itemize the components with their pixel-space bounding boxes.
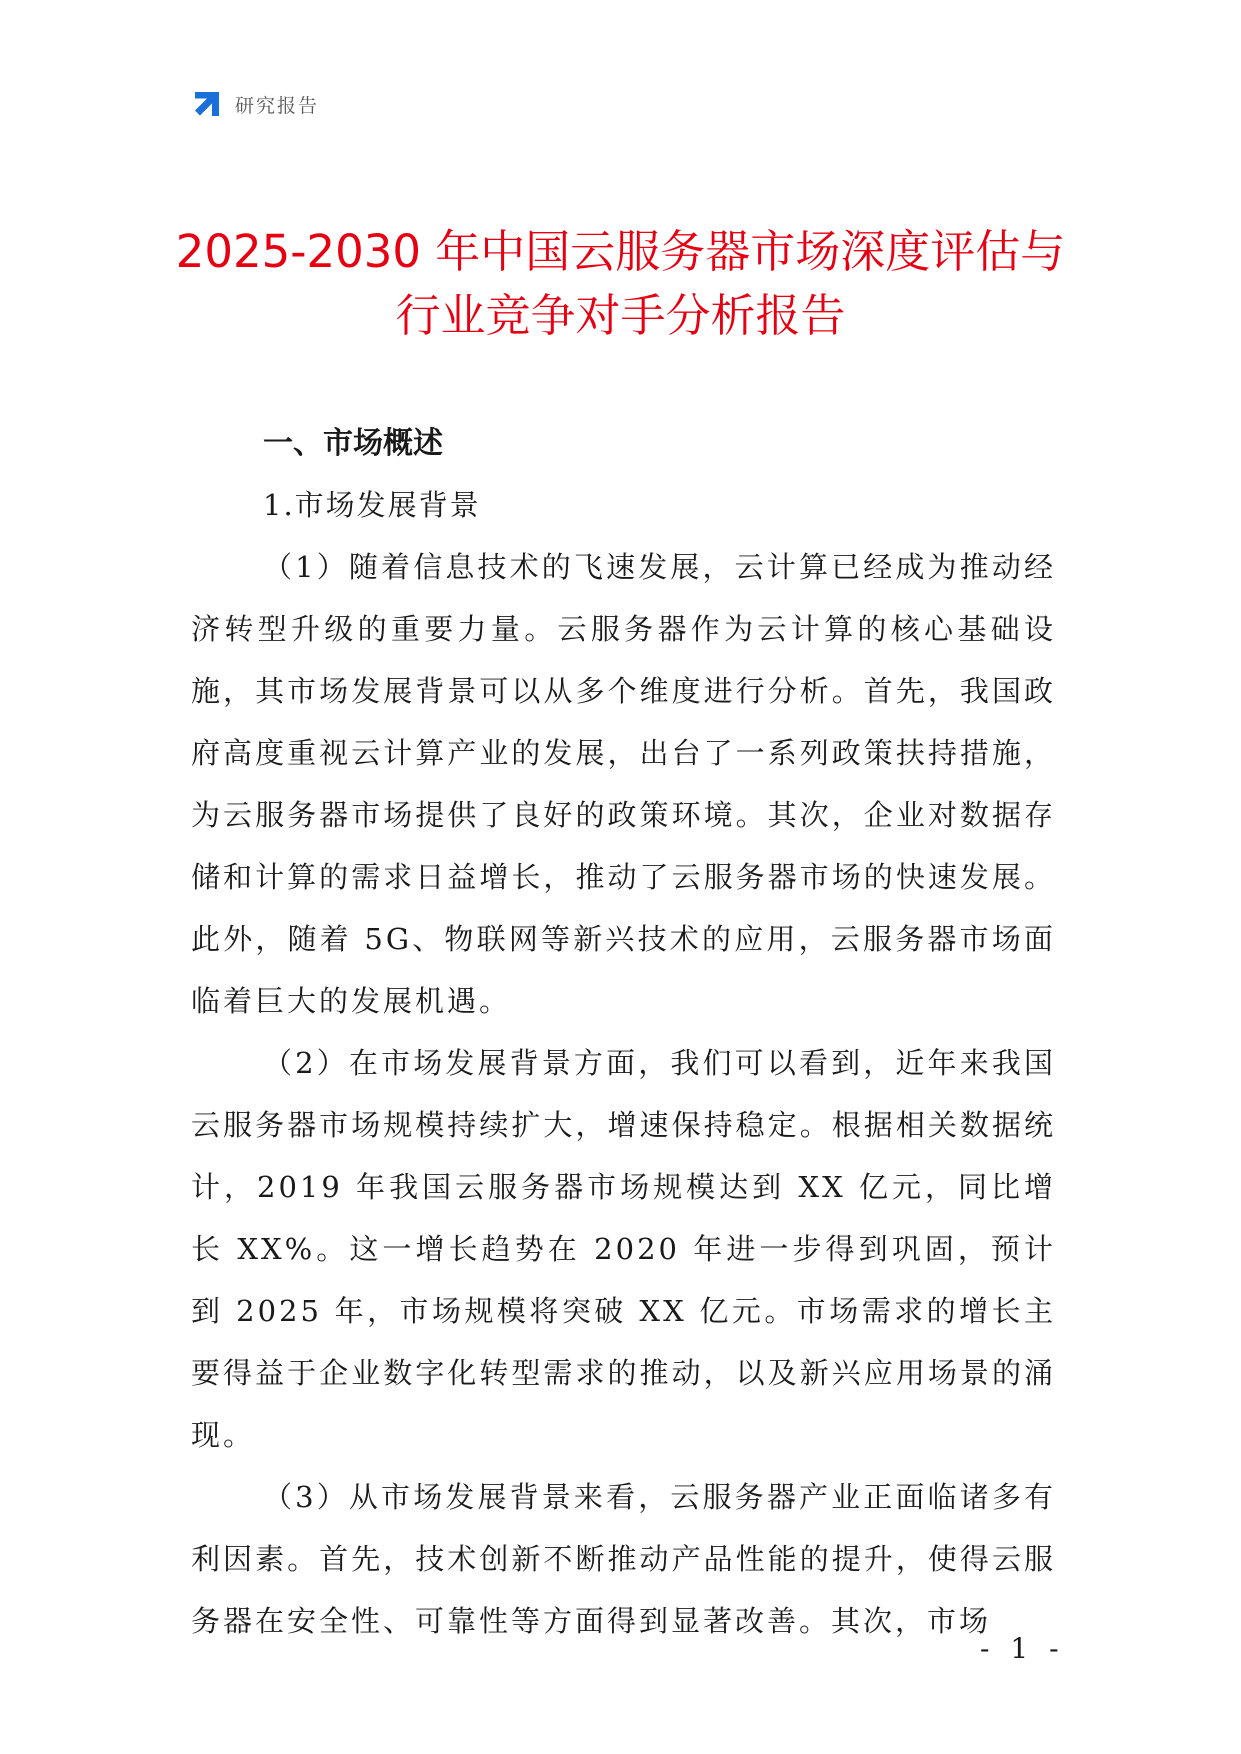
document-body (191, 414, 1056, 1652)
report-title-line-2: 行业竞争对手分析报告 (395, 289, 846, 342)
paragraph-3: （3）从市场发展背景来看，云服务器产业正面临诸多有利因素。首先，技术创新不断推动产品性能的提升，使得云服务器在安全性、可靠性等方面得到显著改善。其次，市场 (191, 1480, 1056, 1638)
paragraph-1: （1）随着信息技术的飞速发展，云计算已经成为推动经济转型升级的重要力量。云服务器作为云计算的核心基础设施，其市场发展背景可以从多个维度进行分析。首先，我国政府高度重视云计算产业的发展，出台了一系列政策扶持措施，为云服务器市场提供了良好的政策环境。其次，企业对数据存储和计算的需求日益增长，推动了云服务器市场的快速发展。此外，随着 5G、物联网等新兴技术的应用，云服务器市场面临着巨大的发展机遇。 (191, 550, 1056, 1018)
section-heading: 一、市场概述 (263, 426, 443, 461)
header-label: 研究报告 (235, 94, 320, 117)
page-number: - 1 - (980, 1632, 1065, 1665)
report-title-line-1: 2025-2030 年中国云服务器市场深度评估与 (175, 225, 1066, 278)
page-header (191, 88, 319, 120)
arrow-up-right-icon (191, 88, 223, 120)
paragraph-2: （2）在市场发展背景方面，我们可以看到，近年来我国云服务器市场规模持续扩大，增速保持稳定。根据相关数据统计，2019 年我国云服务器市场规模达到 XX 亿元，同比增长 XX%。这一增长趋势在 2020 年进一步得到巩固，预计到 2025 年，市场规模将突破 XX 亿元。市场需求的增长主要得益于企业数字化转型需求的推动，以及新兴应用场景的涌现。 (191, 1046, 1056, 1452)
subsection-heading: 1.市场发展背景 (263, 488, 481, 522)
report-title (120, 220, 1121, 348)
